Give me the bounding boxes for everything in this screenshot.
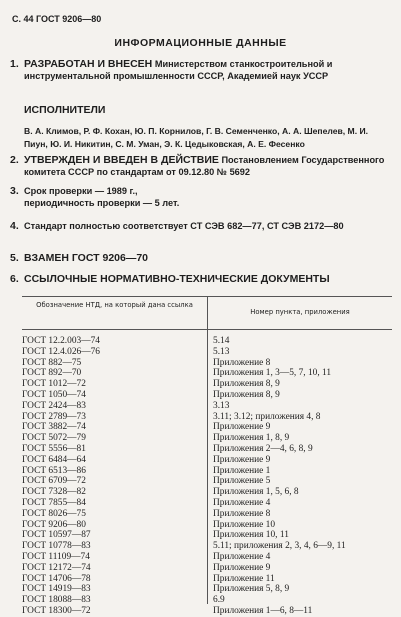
document-designation: ГОСТ 14919—83 [22,584,91,595]
table-row [22,606,394,617]
document-designation: ГОСТ 882—75 [22,357,82,368]
section-2 [10,154,390,178]
clause-reference: Приложения 2—4, 6, 8, 9 [213,443,313,454]
document-designation: ГОСТ 3882—74 [22,422,86,433]
clause-reference: Приложения 1, 8, 9 [213,433,290,444]
section-text: Постановлением Государственного комитета СССР по стандартам от 09.12.80 № 5692 [24,155,385,177]
table-row [22,412,394,423]
table-row [22,509,394,520]
document-designation: ГОСТ 9206—80 [22,519,86,530]
table-row [22,520,394,531]
column-header-document: Обозначение НТД, на который дана ссылка [36,301,193,309]
table-row [22,487,394,498]
document-designation: ГОСТ 10597—87 [22,530,91,541]
section-1 [10,58,390,82]
clause-reference: Приложение 9 [213,562,271,573]
section-number: 2. [10,154,19,166]
document-designation: ГОСТ 2424—83 [22,400,86,411]
document-designation: ГОСТ 14706—78 [22,573,91,584]
clause-reference: 5.11; приложения 2, 3, 4, 6—9, 11 [213,541,346,552]
section-lead: РАЗРАБОТАН И ВНЕСЕН [24,58,153,70]
document-designation: ГОСТ 892—70 [22,368,82,379]
document-designation: ГОСТ 18300—72 [22,605,91,616]
clause-reference: Приложения 10, 11 [213,530,289,541]
clause-reference: 5.14 [213,336,230,346]
clause-reference: Приложение 9 [213,422,271,433]
section-number: 6. [10,273,19,285]
document-designation: ГОСТ 6709—72 [22,476,86,487]
document-designation: ГОСТ 1050—74 [22,389,86,400]
document-designation: ГОСТ 12.4.026—76 [22,346,100,357]
section-text: Стандарт полностью соответствует СТ СЭВ 682—77, СТ СЭВ 2172—80 [24,221,344,231]
document-designation: ГОСТ 6513—86 [22,465,86,476]
table-row [22,574,394,585]
document-designation: ГОСТ 5072—79 [22,433,86,444]
section-5 [10,252,390,264]
executors-list: В. А. Климов, Р. Ф. Кохан, Ю. П. Корнилов, Г. В. Семенченко, А. А. Шепелев, М. И. Пиун, Ю. И. Никитин, С. М. Уман, Э. К. Цедыковская, А. Е. Фесенко [24,126,369,149]
document-designation: ГОСТ 11109—74 [22,551,90,562]
table-row [22,530,394,541]
section-text: Министерством станкостроительной и инструментальной промышленности СССР, Академией наук УССР [24,59,333,81]
document-designation: ГОСТ 12172—74 [22,562,91,573]
document-designation: ГОСТ 8026—75 [22,508,86,519]
column-header-clause: Номер пункта, приложения [250,308,350,316]
clause-reference: Приложение 11 [213,573,275,584]
section-lead: ВЗАМЕН ГОСТ 9206—70 [24,252,149,264]
document-designation: ГОСТ 7328—82 [22,487,86,498]
clause-reference: Приложение 5 [213,476,271,487]
section-number: 5. [10,252,19,264]
page-header: С. 44 ГОСТ 9206—80 [12,14,102,24]
document-designation: ГОСТ 10778—83 [22,541,91,552]
clause-reference: Приложение 8 [213,357,271,368]
table-header [22,296,392,330]
section-4 [10,220,390,232]
table-row [22,466,394,477]
table-row [22,498,394,509]
table-row [22,476,394,487]
table-row [22,390,394,401]
table-row [22,358,394,369]
clause-reference: 3.13 [213,400,230,411]
clause-reference: Приложения 1, 5, 6, 8 [213,487,299,498]
table-row [22,379,394,390]
document-designation: ГОСТ 5556—81 [22,443,86,454]
clause-reference: Приложение 4 [213,497,271,508]
document-designation: ГОСТ 12.2.003—74 [22,336,100,346]
clause-reference: Приложение 1 [213,465,271,476]
clause-reference: Приложения 1—6, 8—11 [213,605,313,616]
clause-reference: Приложение 10 [213,519,276,530]
section-3 [10,185,210,209]
table-row [22,541,394,552]
section-lead: УТВЕРЖДЕН И ВВЕДЕН В ДЕЙСТВИЕ [24,154,219,166]
table-row [22,595,394,606]
section-text: Срок проверки — 1989 г., периодичность проверки — 5 лет. [24,186,180,208]
table-row [22,563,394,574]
table-row [22,433,394,444]
table-row [22,336,394,347]
clause-reference: Приложения 8, 9 [213,379,280,390]
table-row [22,347,394,358]
page-title: ИНФОРМАЦИОННЫЕ ДАННЫЕ [114,37,287,49]
table-row [22,368,394,379]
clause-reference: Приложения 8, 9 [213,389,280,400]
clause-reference: Приложение 8 [213,508,271,519]
clause-reference: Приложение 4 [213,551,271,562]
table-row [22,401,394,412]
section-6 [10,273,390,285]
document-designation: ГОСТ 7855—84 [22,497,86,508]
section-number: 1. [10,58,19,70]
clause-reference: 6.9 [213,595,225,606]
document-designation: ГОСТ 6484—64 [22,454,86,465]
table-row [22,455,394,466]
executors-title: ИСПОЛНИТЕЛИ [24,104,106,116]
document-designation: ГОСТ 2789—73 [22,411,86,422]
clause-reference: 5.13 [213,346,230,357]
document-designation: ГОСТ 1012—72 [22,379,86,390]
document-designation: ГОСТ 18088—83 [22,595,91,606]
clause-reference: 3.11; 3.12; приложения 4, 8 [213,411,321,422]
table-row [22,584,394,595]
table-row [22,444,394,455]
clause-reference: Приложения 5, 8, 9 [213,584,290,595]
section-lead: ССЫЛОЧНЫЕ НОРМАТИВНО-ТЕХНИЧЕСКИЕ ДОКУМЕНТЫ [24,273,330,285]
table-row [22,552,394,563]
clause-reference: Приложения 1, 3—5, 7, 10, 11 [213,368,332,379]
section-number: 3. [10,185,19,197]
table-row [22,422,394,433]
clause-reference: Приложение 9 [213,454,271,465]
section-number: 4. [10,220,19,232]
reference-table-body [22,336,394,617]
